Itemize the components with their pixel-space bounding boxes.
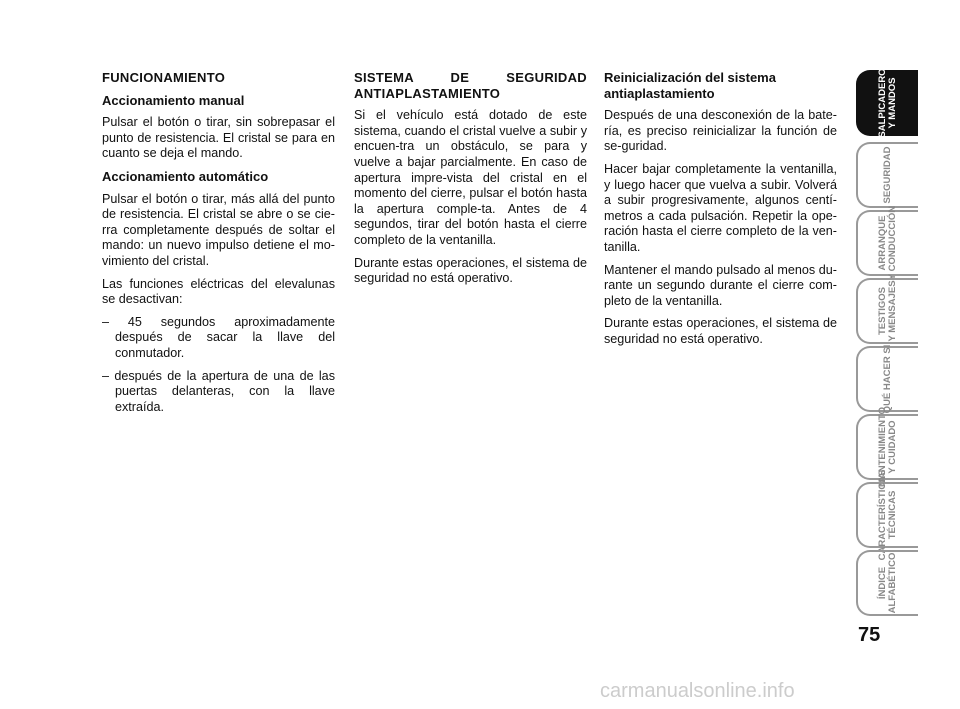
paragraph: Mantener el mando pulsado al menos du-rante un segundo durante el cierre com-pleto de la ventanilla. <box>604 262 837 308</box>
heading: Accionamiento automático <box>102 168 269 184</box>
chapter-tab[interactable] <box>856 278 918 344</box>
paragraph: Si el vehículo está dotado de este sistema, cuando el cristal vuelve a subir y encuen-tra un obstáculo, se para y vuelve a bajar parcialmente. En caso de apertura impre-vista del cristal en el momento del cierre, pulsar el botón hasta la apertura comple-ta. Antes de 4 segundos, tirar del botón hasta el cierre completo de la ventanilla. <box>354 108 587 247</box>
chapter-tab[interactable] <box>856 550 918 616</box>
paragraph: Hacer bajar completamente la ventanilla, y luego hacer que vuelva a subir. Volverá a subir progresivamente, algunos centí-metros a cada pulsación. Repetir la ope-ración hasta el cierre completo de la ven-tanilla. <box>604 161 837 254</box>
list-item: – después de la apertura de una de las puertas delanteras, con la llave extraída. <box>102 368 335 414</box>
chapter-tab[interactable] <box>856 346 918 412</box>
chapter-tab[interactable] <box>856 70 918 136</box>
chapter-tab-label: SEGURIDAD <box>882 146 893 204</box>
list-item: – 45 segundos aproximadamente después de sacar la llave del conmutador. <box>102 314 335 360</box>
chapter-tab-label: SALPICADERO Y MANDOS <box>877 68 898 138</box>
chapter-tab-label: CARACTERÍSTICAS TÉCNICAS <box>877 469 898 561</box>
paragraph: Pulsar el botón o tirar, más allá del punto de resistencia. El cristal se abre o se cie-rra completamente después de soltar el mando: un nuevo impulso detiene el mo-vimiento del cristal. <box>102 191 335 268</box>
paragraph: Después de una desconexión de la bate-ría, es preciso reinicializar la función de se-guridad. <box>604 108 837 154</box>
column-funcionamiento <box>102 70 335 422</box>
heading: Accionamiento manual <box>102 92 245 108</box>
column-antiaplastamiento <box>354 70 587 294</box>
chapter-tab-label: TESTIGOS Y MENSAJES <box>877 280 898 342</box>
paragraph: Las funciones eléctricas del elevalunas se desactivan: <box>102 276 335 307</box>
paragraph: Pulsar el botón o tirar, sin sobrepasar el punto de resistencia. El cristal se para en cuanto se deja el mando. <box>102 115 335 161</box>
heading: SISTEMA DE SEGURIDAD ANTIAPLASTAMIENTO <box>354 70 587 101</box>
heading: FUNCIONAMIENTO <box>102 70 226 85</box>
column-reinicializacion <box>604 70 837 355</box>
chapter-tab[interactable] <box>856 469 918 561</box>
watermark: carmanualsonline.info <box>600 680 795 702</box>
chapter-tab-label: ÍNDICE ALFABÉTICO <box>877 552 898 614</box>
paragraph: Durante estas operaciones, el sistema de seguridad no está operativo. <box>604 316 837 346</box>
chapter-tab-label: ARRANQUE Y CONDUCCIÓN <box>877 205 898 281</box>
page-number: 75 <box>858 624 881 646</box>
paragraph: Durante estas operaciones, el sistema de seguridad no está operativo. <box>354 255 587 286</box>
chapter-tab-label: MANTENIMIENTO Y CUIDADO <box>877 406 898 488</box>
chapter-tab[interactable] <box>856 142 918 208</box>
chapter-tab-label: QUÉ HACER SI <box>882 344 893 414</box>
chapter-tab[interactable] <box>856 205 918 281</box>
heading: Reinicialización del sistema antiaplastamiento <box>604 70 776 101</box>
